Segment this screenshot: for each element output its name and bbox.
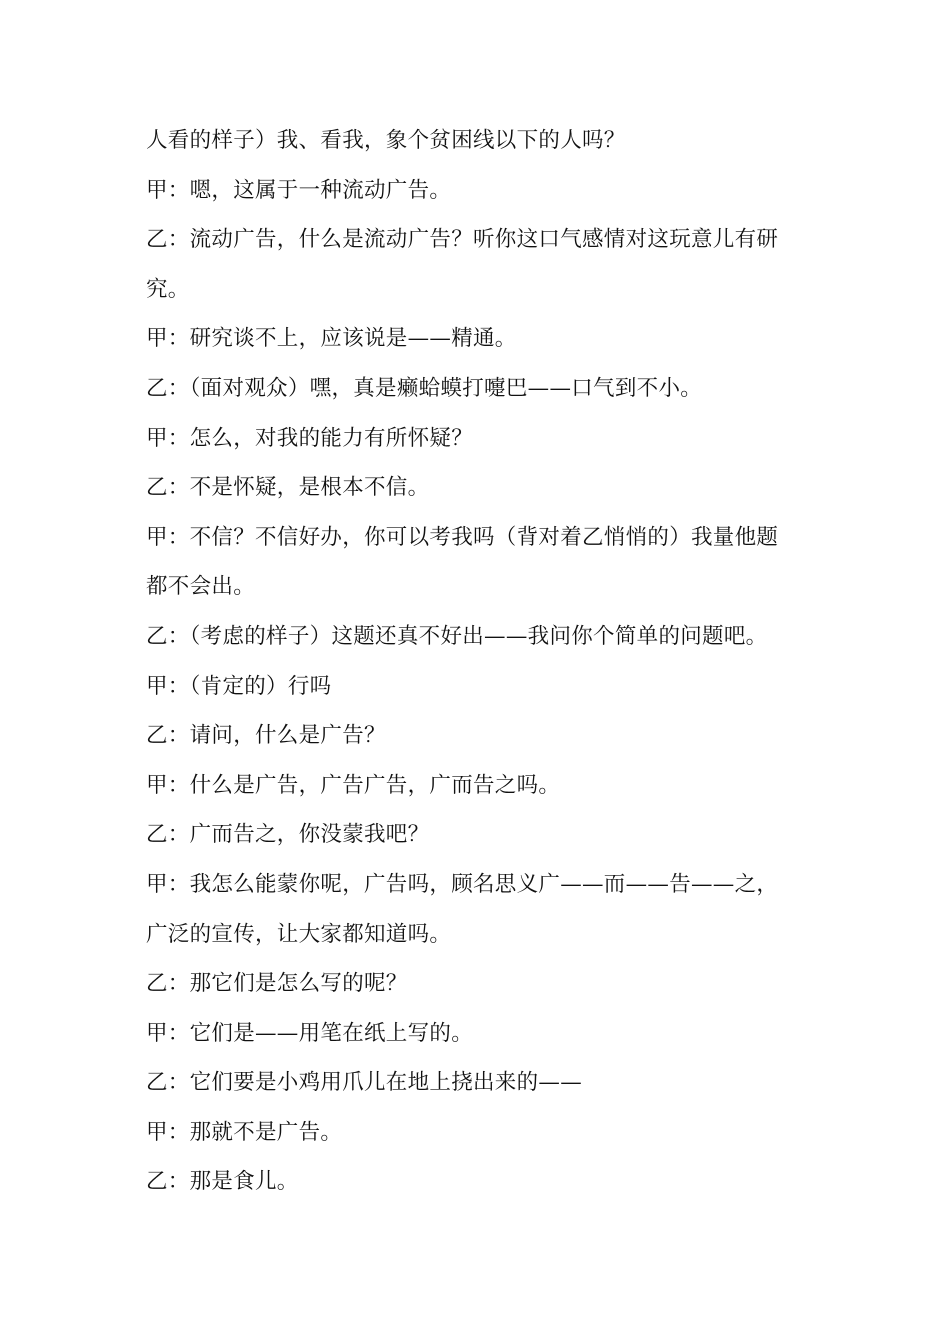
text-line: 乙：不是怀疑，是根本不信。 <box>146 475 430 501</box>
text-line: 甲：研究谈不上，应该说是——精通。 <box>146 326 517 352</box>
text-line: 甲：怎么，对我的能力有所怀疑？ <box>146 425 474 451</box>
text-line: 甲：（肯定的）行吗 <box>146 673 332 699</box>
text-line: 乙：（考虑的样子）这题还真不好出——我问你个简单的问题吧。 <box>146 623 768 649</box>
text-line: 乙：（面对观众）嘿，真是癞蛤蟆打嚏巴——口气到不小。 <box>146 375 703 401</box>
text-line: 甲：它们是——用笔在纸上写的。 <box>146 1020 474 1046</box>
text-line: 乙：广而告之，你没蒙我吧？ <box>146 822 430 848</box>
text-line: 都不会出。 <box>146 574 256 600</box>
text-line: 甲：我怎么能蒙你呢，广告吗，顾名思义广——而——告——之， <box>146 871 779 897</box>
text-line: 甲：什么是广告，广告广告，广而告之吗。 <box>146 772 561 798</box>
text-line: 甲：那就不是广告。 <box>146 1119 343 1145</box>
dialogue-text <box>146 123 806 1214</box>
text-line: 乙：它们要是小鸡用爪儿在地上挠出来的—— <box>146 1070 583 1096</box>
text-line: 究。 <box>146 276 190 302</box>
text-line: 乙：那它们是怎么写的呢？ <box>146 971 408 997</box>
text-line: 乙：那是食儿。 <box>146 1169 299 1195</box>
text-line: 人看的样子）我、看我，象个贫困线以下的人吗？ <box>146 128 626 153</box>
text-line: 甲：嗯，这属于一种流动广告。 <box>146 177 452 203</box>
text-line: 乙：流动广告，什么是流动广告？听你这口气感情对这玩意儿有研 <box>146 227 779 253</box>
text-line: 乙：请问，什么是广告？ <box>146 723 386 749</box>
text-line: 甲：不信？不信好办，你可以考我吗（背对着乙悄悄的）我量他题 <box>146 524 779 550</box>
text-line: 广泛的宣传，让大家都知道吗。 <box>146 921 452 947</box>
